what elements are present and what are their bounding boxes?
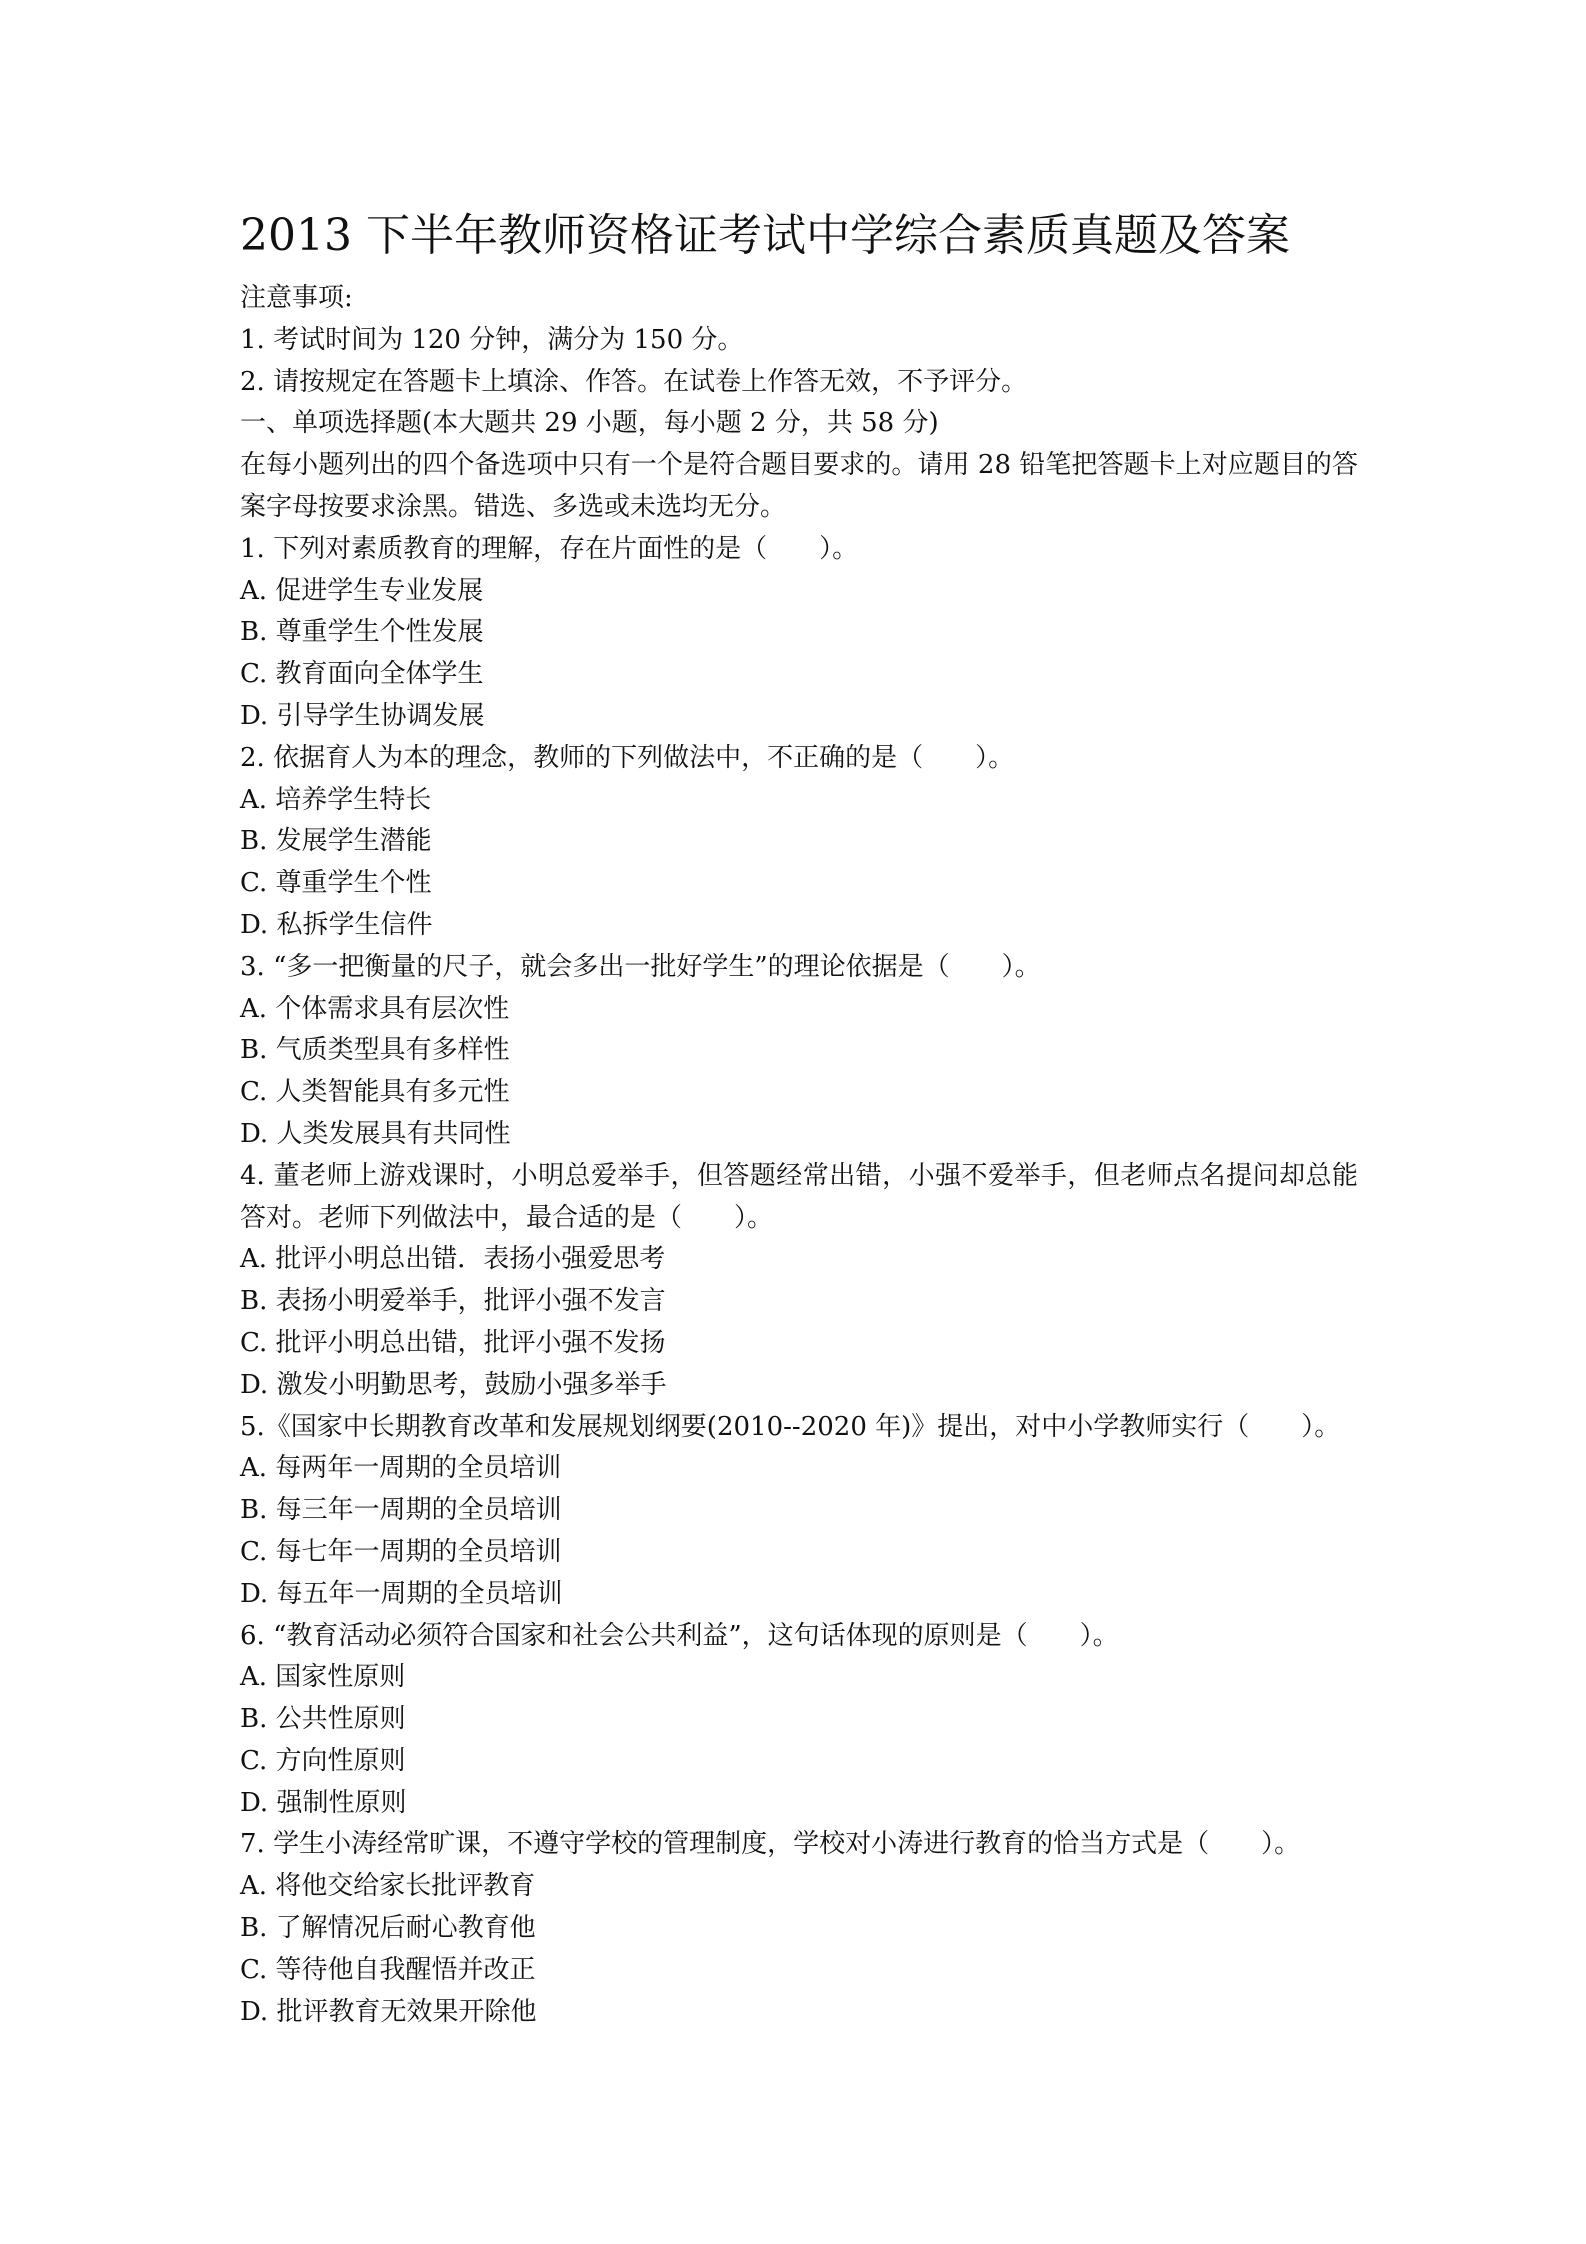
option-b: B. 气质类型具有多样性 [240,1035,510,1066]
option-b: B. 每三年一周期的全员培训 [240,1495,562,1526]
option-a: A. 促进学生专业发展 [240,575,484,606]
question-2 [240,738,1360,947]
question-6 [240,1616,1360,1825]
option-b: B. 发展学生潜能 [240,826,432,857]
question-stem: 3. “多一把衡量的尺子，就会多出一批好学生”的理论依据是（ ）。 [240,951,1041,982]
option-c: C. 教育面向全体学生 [240,659,484,690]
notice-item: 1. 考试时间为 120 分钟，满分为 150 分。 [240,324,744,355]
question-stem: 1. 下列对素质教育的理解，存在片面性的是（ ）。 [240,533,859,564]
option-d: D. 人类发展具有共同性 [240,1118,511,1149]
option-a: A. 每两年一周期的全员培训 [240,1453,562,1484]
question-stem: 4. 董老师上游戏课时，小明总爱举手，但答题经常出错，小强不爱举手，但老师点名提问却总能答对。老师下列做法中，最合适的是（ ）。 [240,1160,1358,1233]
option-d: D. 强制性原则 [240,1787,407,1818]
exam-page [240,200,1360,2033]
option-c: C. 等待他自我醒悟并改正 [240,1954,536,1985]
document-title: 2013 下半年教师资格证考试中学综合素质真题及答案 [240,210,1290,261]
option-c: C. 人类智能具有多元性 [240,1077,510,1108]
option-d: D. 引导学生协调发展 [240,700,485,731]
section-heading: 一、单项选择题(本大题共 29 小题，每小题 2 分，共 58 分) [240,408,939,439]
question-1 [240,529,1360,738]
option-d: D. 每五年一周期的全员培训 [240,1578,563,1609]
option-a: A. 国家性原则 [240,1662,406,1693]
option-b: B. 尊重学生个性发展 [240,617,484,648]
option-c: C. 批评小明总出错，批评小强不发扬 [240,1327,666,1358]
question-stem: 5.《国家中长期教育改革和发展规划纲要(2010--2020 年)》提出，对中小学教师实行（ ）。 [240,1411,1341,1442]
option-b: B. 了解情况后耐心教育他 [240,1913,536,1944]
option-c: C. 方向性原则 [240,1745,406,1776]
option-a: A. 个体需求具有层次性 [240,993,510,1024]
question-5 [240,1407,1360,1616]
question-3 [240,947,1360,1156]
question-stem: 7. 学生小涛经常旷课，不遵守学校的管理制度，学校对小涛进行教育的恰当方式是（ ）。 [240,1829,1301,1860]
question-7 [240,1824,1360,2033]
option-a: A. 将他交给家长批评教育 [240,1871,536,1902]
question-4 [240,1156,1360,1407]
question-stem: 2. 依据育人为本的理念，教师的下列做法中，不正确的是（ ）。 [240,742,1015,773]
question-stem: 6. “教育活动必须符合国家和社会公共利益”，这句话体现的原则是（ ）。 [240,1620,1119,1651]
option-d: D. 批评教育无效果开除他 [240,1996,537,2027]
option-b: B. 表扬小明爱举手，批评小强不发言 [240,1286,666,1317]
notice-item: 2. 请按规定在答题卡上填涂、作答。在试卷上作答无效，不予评分。 [240,366,1028,397]
option-b: B. 公共性原则 [240,1704,406,1735]
option-d: D. 私拆学生信件 [240,909,433,940]
section-instruction: 在每小题列出的四个备选项中只有一个是符合题目要求的。请用 28 铅笔把答题卡上对应题目的答案字母按要求涂黑。错选、多选或未选均无分。 [240,450,1358,522]
option-d: D. 激发小明勤思考，鼓励小强多举手 [240,1369,667,1400]
option-a: A. 批评小明总出错．表扬小强爱思考 [240,1244,666,1275]
option-c: C. 每七年一周期的全员培训 [240,1536,562,1567]
notice-heading: 注意事项: [240,283,353,313]
option-a: A. 培养学生特长 [240,784,432,815]
option-c: C. 尊重学生个性 [240,868,432,899]
